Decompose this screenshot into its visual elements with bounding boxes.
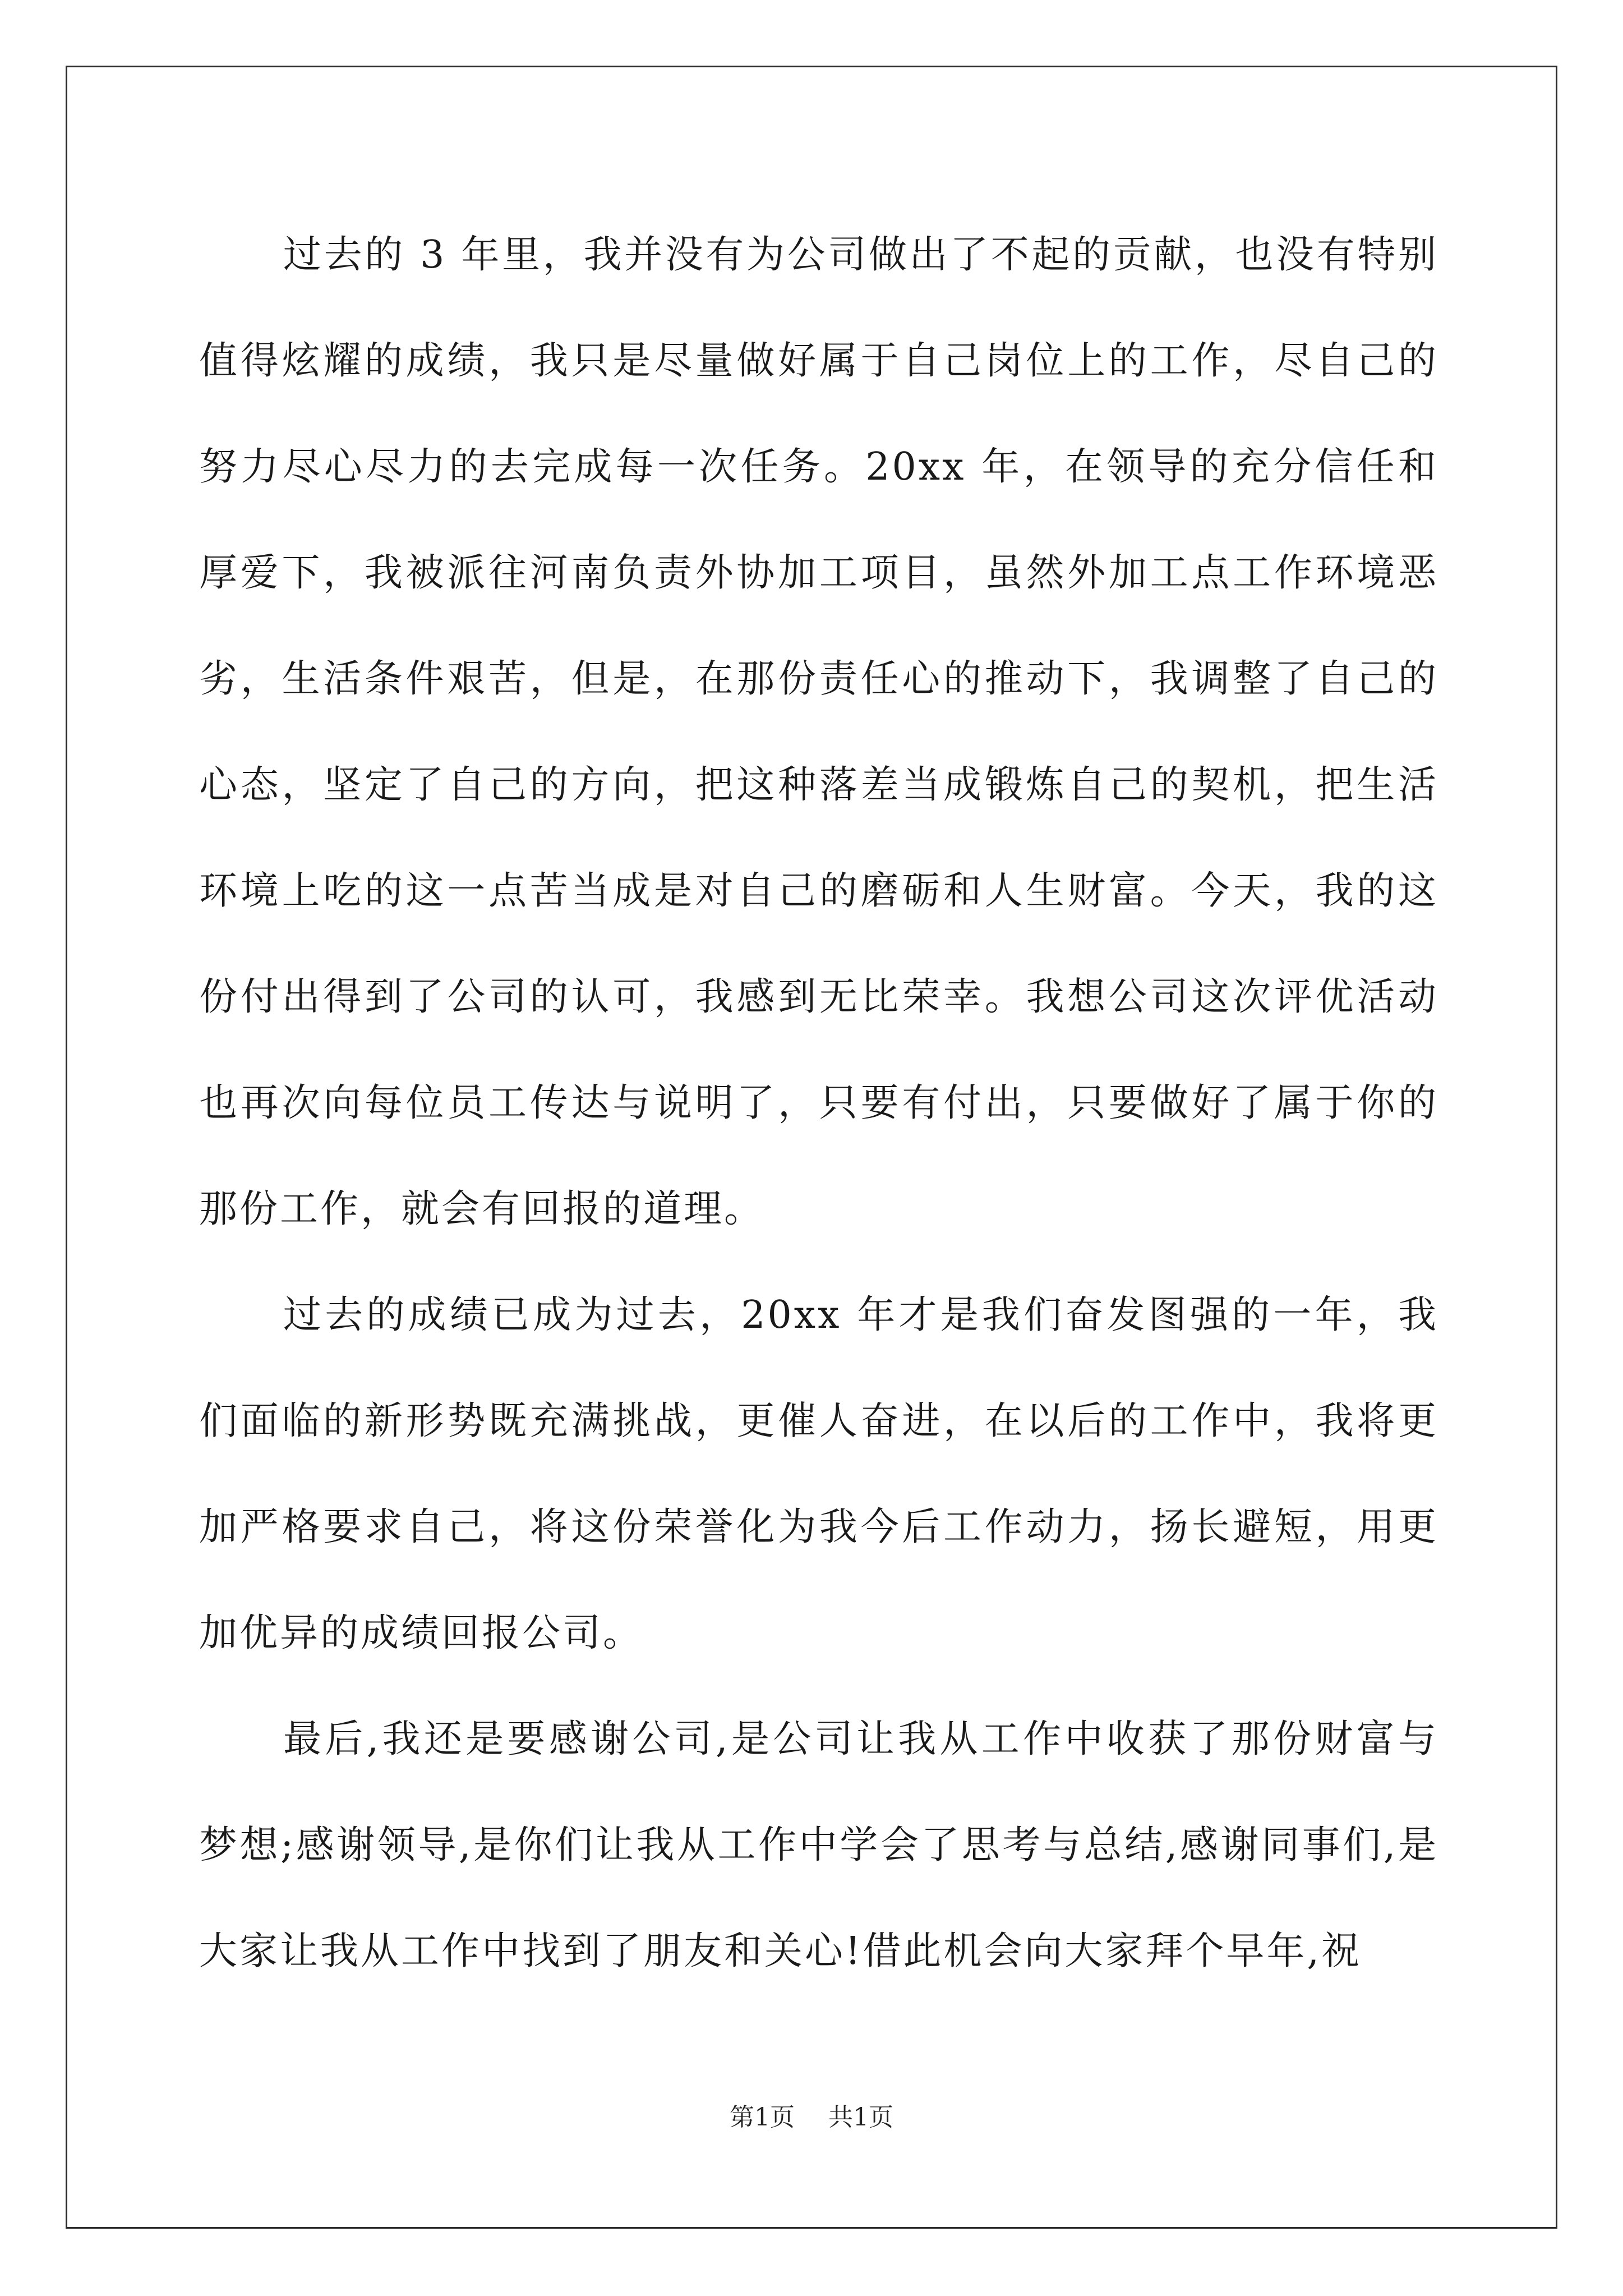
page-footer [0, 2097, 1623, 2133]
paragraph-3: 最后,我还是要感谢公司,是公司让我从工作中收获了那份财富与梦想;感谢领导,是你们让我从工作中学会了思考与总结,感谢同事们,是大家让我从工作中找到了朋友和关心!借此机会向大家拜个早年,祝 [199, 1717, 1438, 1973]
page-number-current: 第1页 [730, 2103, 795, 2132]
page-number-total: 共1页 [828, 2103, 893, 2132]
document-body [199, 202, 1438, 2004]
paragraph-1: 过去的 3 年里，我并没有为公司做出了不起的贡献，也没有特别值得炫耀的成绩，我只是尽量做好属于自己岗位上的工作，尽自己的努力尽心尽力的去完成每一次任务。20xx 年，在领导的充分信任和厚爱下，我被派往河南负责外协加工项目，虽然外加工点工作环境恶劣，生活条件艰苦，但是，在那份责任心的推动下，我调整了自己的心态，坚定了自己的方向，把这种落差当成锻炼自己的契机，把生活环境上吃的这一点苦当成是对自己的磨砺和人生财富。今天，我的这份付出得到了公司的认可，我感到无比荣幸。我想公司这次评优活动也再次向每位员工传达与说明了，只要有付出，只要做好了属于你的那份工作，就会有回报的道理。 [199, 233, 1438, 1231]
paragraph-2: 过去的成绩已成为过去，20xx 年才是我们奋发图强的一年，我们面临的新形势既充满挑战，更催人奋进，在以后的工作中，我将更加严格要求自己，将这份荣誉化为我今后工作动力，扬长避短，用更加优异的成绩回报公司。 [199, 1293, 1438, 1655]
